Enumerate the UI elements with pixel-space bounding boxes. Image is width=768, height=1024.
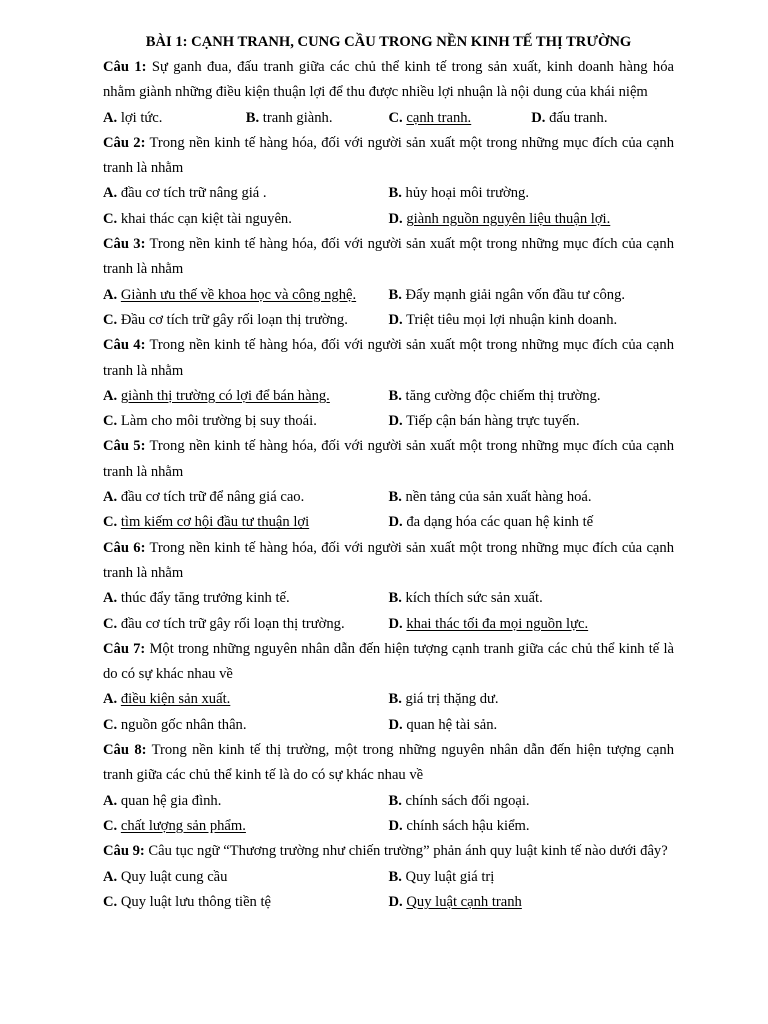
option-text: chính sách hậu kiểm. [406,817,530,834]
answer-options [103,181,674,232]
answer-option-c [103,814,389,839]
question-2 [103,131,674,232]
option-text-underlined: Quy luật cạnh tranh [406,893,522,910]
question-text: Một trong những nguyên nhân dẫn đến hiện tượng cạnh tranh giữa các chủ thể kinh tế là do có sự khác nhau về [103,640,674,683]
option-text-underlined: khai thác tối đa mọi nguồn lực. [406,615,589,632]
option-letter: C. [388,109,403,126]
option-letter: B. [245,109,260,126]
question-text: Trong nền kinh tế thị trường, một trong những nguyên nhân dẫn đến hiện tượng cạnh tranh giữa các chủ thể kinh tế là do có sự khác nhau về [103,742,674,784]
question-list [103,55,674,915]
answer-option-c [103,612,389,637]
option-letter: D. [388,893,403,910]
question-label: Câu 5: [103,438,146,455]
answer-option-a [103,106,246,131]
answer-option-c [103,308,389,333]
question-text: Trong nền kinh tế hàng hóa, đối với người sản xuất một trong những mục đích của cạnh tranh là nhằm [103,539,674,581]
document-page [103,30,674,915]
question-7 [103,637,674,738]
answer-option-d [389,510,675,535]
question-stem [103,55,674,106]
answer-option-a [103,283,389,308]
option-letter: B. [388,691,402,708]
option-letter: C. [103,615,118,632]
answer-option-b [389,789,675,814]
option-text: Quy luật giá trị [405,868,495,885]
option-letter: C. [103,413,118,430]
option-letter: B. [388,868,402,885]
answer-option-b [389,384,675,409]
option-text: khai thác cạn kiệt tài nguyên. [120,210,292,227]
option-text: Quy luật lưu thông tiền tệ [120,893,272,910]
question-8 [103,738,674,839]
option-letter: D. [388,514,403,531]
option-letter: C. [103,716,118,733]
option-text: tranh giành. [262,109,333,126]
question-text: Trong nền kinh tế hàng hóa, đối với người sản xuất một trong những mục đích của cạnh tranh là nhằm [103,236,674,278]
answer-options [103,485,674,536]
answer-option-b [389,586,675,611]
answer-option-d [531,106,674,131]
answer-option-c [103,510,389,535]
answer-option-d [389,207,675,232]
question-label: Câu 8: [103,742,147,759]
option-text: Đẩy mạnh giải ngân vốn đầu tư công. [405,286,626,303]
answer-options [103,586,674,637]
answer-option-a [103,586,389,611]
option-letter: B. [388,185,402,202]
answer-option-d [389,713,675,738]
answer-option-c [103,207,389,232]
option-text: thúc đẩy tăng trưởng kinh tế. [120,590,290,607]
answer-option-b [389,687,675,712]
option-letter: A. [103,387,118,404]
option-letter: B. [388,792,402,809]
question-5 [103,434,674,535]
option-letter: D. [388,210,403,227]
question-stem [103,131,674,182]
option-letter: A. [103,590,118,607]
answer-options [103,789,674,840]
option-letter: D. [388,716,403,733]
option-text: Tiếp cận bán hàng trực tuyến. [406,413,580,430]
question-label: Câu 7: [103,640,146,657]
question-label: Câu 2: [103,134,146,151]
option-text-underlined: Giành ưu thế về khoa học và công nghệ. [120,286,357,303]
question-6 [103,536,674,637]
option-letter: A. [103,868,118,885]
question-label: Câu 1: [103,59,147,75]
option-letter: D. [531,109,546,126]
option-text: giá trị thặng dư. [405,691,499,708]
question-text: Câu tục ngữ “Thương trường như chiến trường” phản ánh quy luật kinh tế nào dưới đây? [148,843,668,860]
answer-option-d [389,814,675,839]
option-text: Triệt tiêu mọi lợi nhuận kinh doanh. [406,311,618,328]
option-text-underlined: điều kiện sản xuất. [120,691,231,708]
question-label: Câu 6: [103,539,146,556]
option-letter: B. [388,489,402,506]
option-text: hủy hoại môi trường. [405,185,529,202]
answer-options [103,106,674,131]
answer-option-d [389,612,675,637]
option-text: đầu cơ tích trữ để nâng giá cao. [120,489,305,506]
option-letter: A. [103,792,118,809]
option-text: đầu cơ tích trữ nâng giá . [120,185,267,202]
option-text: đấu tranh. [549,109,608,126]
option-letter: A. [103,185,118,202]
option-letter: C. [103,311,118,328]
option-text: quan hệ tài sản. [406,716,498,733]
option-letter: D. [388,413,403,430]
option-letter: C. [103,514,118,531]
option-letter: C. [103,893,118,910]
option-letter: C. [103,210,118,227]
option-letter: A. [103,489,118,506]
question-stem [103,232,674,283]
answer-option-a [103,789,389,814]
question-3 [103,232,674,333]
question-text: Trong nền kinh tế hàng hóa, đối với người sản xuất một trong những mục đích của cạnh tranh là nhằm [103,337,674,379]
option-text: Làm cho môi trường bị suy thoái. [120,413,317,430]
question-stem [103,536,674,587]
answer-option-a [103,181,389,206]
question-stem [103,434,674,485]
answer-option-b [246,106,389,131]
question-stem [103,738,674,789]
option-text-underlined: giành nguồn nguyên liệu thuận lợi. [406,210,611,227]
option-text: chính sách đối ngoại. [405,792,530,809]
question-stem [103,333,674,384]
option-text: lợi tức. [120,109,163,126]
question-label: Câu 9: [103,843,145,860]
answer-option-b [389,283,675,308]
option-letter: D. [388,817,403,834]
option-letter: B. [388,387,402,404]
option-text-underlined: chất lượng sản phẩm. [120,817,246,834]
option-text: Đầu cơ tích trữ gây rối loạn thị trường. [120,311,348,328]
option-text-underlined: giành thị trường có lợi để bán hàng. [120,387,330,404]
lesson-title: BÀI 1: CẠNH TRANH, CUNG CẦU TRONG NỀN KINH TẾ THỊ TRƯỜNG [145,34,632,50]
question-label: Câu 4: [103,337,146,354]
option-text: nguồn gốc nhân thân. [120,716,247,733]
answer-option-a [103,687,389,712]
answer-options [103,687,674,738]
answer-option-d [389,890,675,915]
answer-option-a [103,865,389,890]
option-letter: D. [388,615,403,632]
option-text: nền tảng của sản xuất hàng hoá. [405,489,592,506]
question-text: Trong nền kinh tế hàng hóa, đối với người sản xuất một trong những mục đích của cạnh tranh là nhằm [103,438,674,480]
answer-option-d [389,409,675,434]
option-letter: B. [388,286,402,303]
answer-option-b [389,485,675,510]
option-text: đầu cơ tích trữ gây rối loạn thị trường. [120,615,345,632]
option-text: kích thích sức sản xuất. [405,590,543,607]
answer-option-b [389,865,675,890]
answer-option-a [103,485,389,510]
answer-option-a [103,384,389,409]
answer-options [103,283,674,334]
question-stem [103,839,674,864]
option-letter: A. [103,109,118,126]
question-label: Câu 3: [103,236,146,253]
answer-option-c [103,890,389,915]
question-4 [103,333,674,434]
option-text-underlined: cạnh tranh. [406,109,472,126]
answer-option-b [389,181,675,206]
question-text: Sự ganh đua, đấu tranh giữa các chủ thể kinh tế trong sản xuất, kinh doanh hàng hóa nhằm giành những điều kiện thuận lợi để thu được nhiều lợi nhuận là nội dung của khái niệm [103,59,674,101]
answer-option-d [389,308,675,333]
option-text: quan hệ gia đình. [120,792,222,809]
question-1 [103,55,674,131]
option-letter: D. [388,311,403,328]
answer-option-c [103,713,389,738]
answer-options [103,384,674,435]
question-text: Trong nền kinh tế hàng hóa, đối với người sản xuất một trong những mục đích của cạnh tranh là nhằm [103,134,674,177]
option-text: Quy luật cung cầu [120,868,228,885]
option-letter: B. [388,590,402,607]
answer-option-c [103,409,389,434]
option-letter: A. [103,691,118,708]
question-9 [103,839,674,915]
question-stem [103,637,674,688]
option-letter: A. [103,286,118,303]
option-text: đa dạng hóa các quan hệ kinh tế [406,514,594,531]
option-text: tăng cường độc chiếm thị trường. [405,387,601,404]
option-text-underlined: tìm kiếm cơ hội đầu tư thuận lợi [120,514,310,531]
answer-option-c [389,106,532,131]
option-letter: C. [103,817,118,834]
answer-options [103,865,674,916]
